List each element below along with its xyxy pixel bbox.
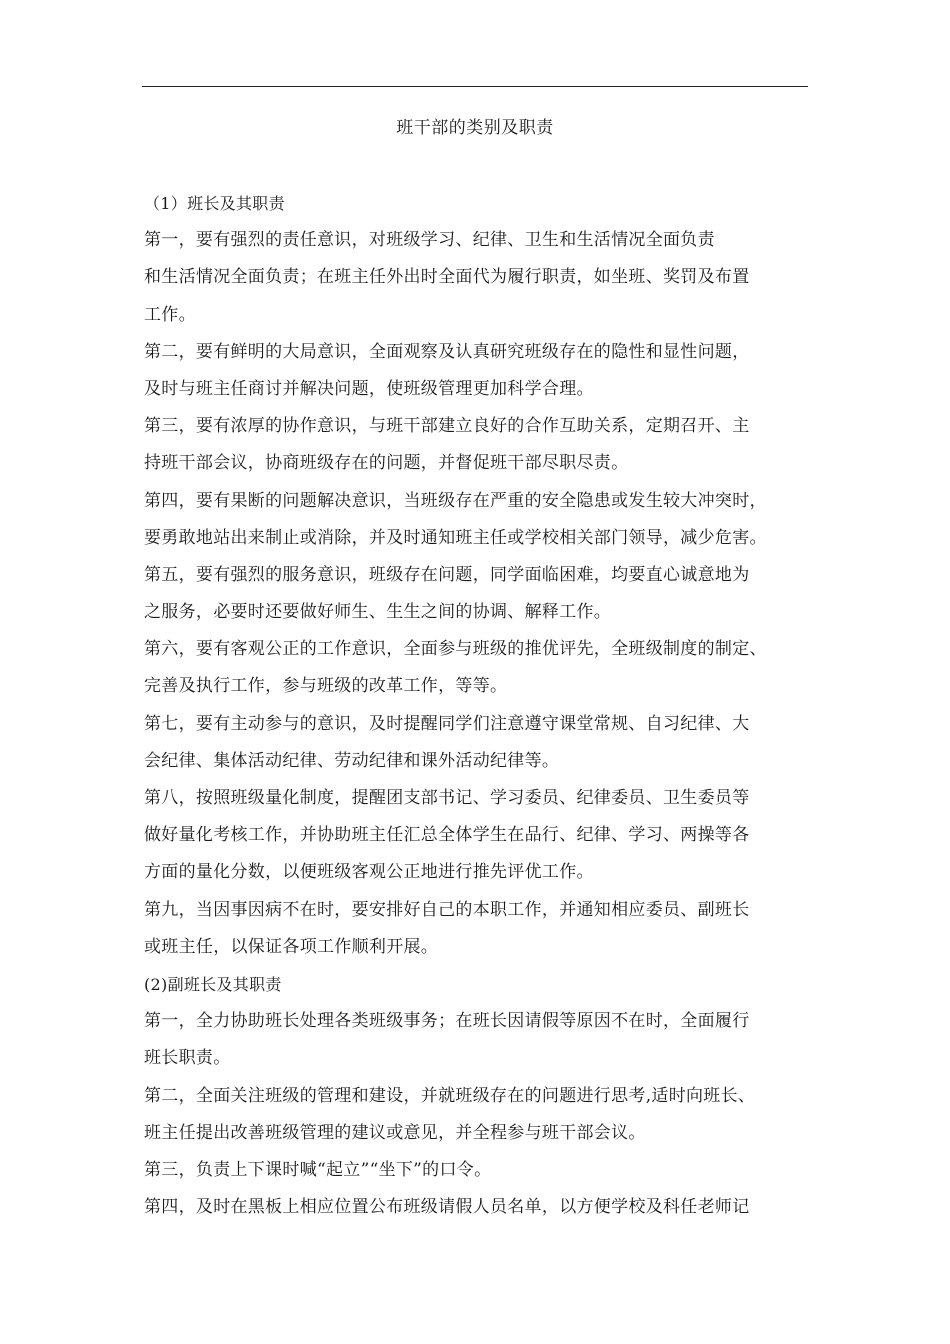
- page-title: 班干部的类别及职责: [396, 118, 554, 138]
- text-line: 工作。: [144, 304, 196, 325]
- document-body: [144, 185, 814, 1226]
- text-line: 要勇敢地站出来制止或消除，并及时通知班主任或学校相关部门领导，减少危害。: [144, 527, 767, 548]
- text-line: 或班主任，以保证各项工作顺利开展。: [144, 936, 439, 957]
- text-line: 班主任提出改善班级管理的建议或意见，并全程参与班干部会议。: [144, 1122, 646, 1143]
- text-line: 第一，要有强烈的责任意识，对班级学习、纪律、卫生和生活情况全面负责: [144, 230, 715, 251]
- text-line: 第八，按照班级量化制度，提醒团支部书记、学习委员、纪律委员、卫生委员等: [144, 788, 750, 808]
- text-line: 第二，要有鲜明的大局意识，全面观察及认真研究班级存在的隐性和显性问题，: [144, 341, 750, 362]
- text-line: 第五，要有强烈的服务意识，班级存在问题，同学面临困难，均要直心诚意地为: [144, 564, 750, 585]
- text-line: 第四，及时在黑板上相应位置公布班级请假人员名单，以方便学校及科任老师记: [144, 1197, 750, 1218]
- section-heading: （1）班长及其职责: [144, 194, 285, 213]
- text-line: 之服务，必要时还要做好师生、生生之间的协调、解释工作。: [144, 602, 612, 623]
- text-line: 第四，要有果断的问题解决意识，当班级存在严重的安全隐患或发生较大冲突时，: [144, 490, 767, 511]
- text-line: 会纪律、集体活动纪律、劳动纪律和课外活动纪律等。: [144, 750, 560, 771]
- text-line: 第七，要有主动参与的意识，及时提醒同学们注意遵守课堂常规、自习纪律、大: [144, 713, 750, 734]
- text-line: 第二，全面关注班级的管理和建设，并就班级存在的问题进行思考,适时向班长、: [144, 1085, 756, 1106]
- text-line: 做好量化考核工作，并协助班主任汇总全体学生在品行、纪律、学习、两操等各: [144, 825, 750, 846]
- text-line: 及时与班主任商讨并解决问题，使班级管理更加科学合理。: [144, 378, 594, 399]
- header-rule: [142, 86, 808, 87]
- text-line: 班长职责。: [144, 1048, 231, 1069]
- section-heading: (2)副班长及其职责: [144, 974, 282, 994]
- text-line: 第三，要有浓厚的协作意识，与班干部建立良好的合作互助关系，定期召开、主: [144, 416, 750, 437]
- text-line: 持班干部会议，协商班级存在的问题，并督促班干部尽职尽责。: [144, 453, 629, 474]
- text-line: 和生活情况全面负责；在班主任外出时全面代为履行职责，如坐班、奖罚及布置: [144, 267, 750, 288]
- text-line: 第一，全力协助班长处理各类班级事务；在班长因请假等原因不在时，全面履行: [144, 1011, 750, 1032]
- text-line: 方面的量化分数，以便班级客观公正地进行推先评优工作。: [144, 862, 594, 883]
- text-line: 完善及执行工作，参与班级的改革工作，等等。: [144, 676, 508, 697]
- text-line: 第九，当因事因病不在时，要安排好自己的本职工作，并通知相应委员、副班长: [144, 899, 750, 920]
- text-line: 第三，负责上下课时喊“起立”“坐下”的口令。: [144, 1159, 492, 1180]
- text-line: 第六，要有客观公正的工作意识，全面参与班级的推优评先，全班级制度的制定、: [144, 639, 767, 660]
